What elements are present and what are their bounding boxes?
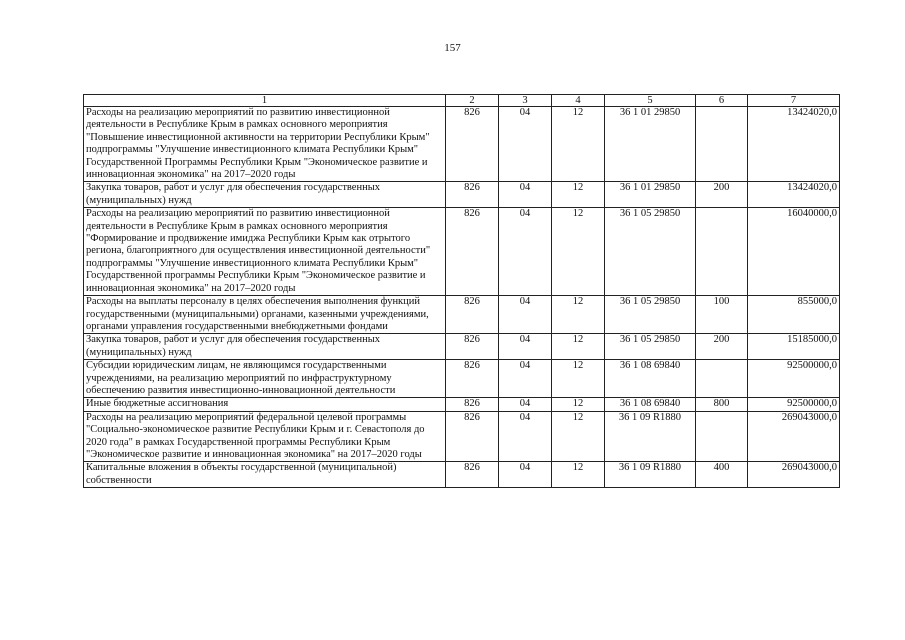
row-amount: 16040000,0 <box>748 208 840 296</box>
row-expense-type: 200 <box>696 182 748 208</box>
row-expense-type <box>696 360 748 398</box>
row-expense-type: 800 <box>696 398 748 411</box>
row-expense-type <box>696 107 748 182</box>
row-section-code: 04 <box>499 411 552 462</box>
table-row <box>84 360 840 398</box>
row-ministry-code: 826 <box>446 334 499 360</box>
row-subsection-code: 12 <box>552 360 605 398</box>
row-target-article: 36 1 08 69840 <box>605 398 696 411</box>
row-subsection-code: 12 <box>552 107 605 182</box>
row-ministry-code: 826 <box>446 107 499 182</box>
row-description: Закупка товаров, работ и услуг для обеспечения государственных (муниципальных) нужд <box>84 334 446 360</box>
header-col-4: 4 <box>552 95 605 107</box>
row-section-code: 04 <box>499 107 552 182</box>
row-section-code: 04 <box>499 398 552 411</box>
row-description: Иные бюджетные ассигнования <box>84 398 446 411</box>
table-row <box>84 462 840 488</box>
row-target-article: 36 1 09 R1880 <box>605 411 696 462</box>
table-row <box>84 107 840 182</box>
row-expense-type <box>696 208 748 296</box>
header-col-2: 2 <box>446 95 499 107</box>
row-section-code: 04 <box>499 334 552 360</box>
row-subsection-code: 12 <box>552 208 605 296</box>
row-ministry-code: 826 <box>446 462 499 488</box>
row-description: Расходы на реализацию мероприятий по развитию инвестиционной деятельности в Республике Крым в рамках основного мероприятия "Повышение инвестиционной активности на территории Республики Крым" подпрограммы "Улучшение инвестиционного климата Республики Крым" Государственной Программы Республики Крым "Экономическое развитие и инновационная экономика" на 2017–2020 годы <box>84 107 446 182</box>
row-ministry-code: 826 <box>446 398 499 411</box>
row-subsection-code: 12 <box>552 182 605 208</box>
row-amount: 269043000,0 <box>748 411 840 462</box>
page-number: 157 <box>444 42 461 54</box>
table-row <box>84 296 840 334</box>
row-description: Расходы на выплаты персоналу в целях обеспечения выполнения функций государственными (муниципальными) органами, казенными учреждениями, органами управления государственными внебюджетными фондами <box>84 296 446 334</box>
row-section-code: 04 <box>499 182 552 208</box>
row-description: Закупка товаров, работ и услуг для обеспечения государственных (муниципальных) нужд <box>84 182 446 208</box>
table-row <box>84 398 840 411</box>
row-target-article: 36 1 01 29850 <box>605 182 696 208</box>
row-subsection-code: 12 <box>552 462 605 488</box>
row-subsection-code: 12 <box>552 334 605 360</box>
table-row <box>84 182 840 208</box>
row-amount: 92500000,0 <box>748 398 840 411</box>
row-expense-type: 200 <box>696 334 748 360</box>
row-section-code: 04 <box>499 360 552 398</box>
row-subsection-code: 12 <box>552 296 605 334</box>
row-section-code: 04 <box>499 296 552 334</box>
row-ministry-code: 826 <box>446 411 499 462</box>
budget-table <box>83 94 840 488</box>
row-subsection-code: 12 <box>552 411 605 462</box>
row-amount: 855000,0 <box>748 296 840 334</box>
row-target-article: 36 1 09 R1880 <box>605 462 696 488</box>
row-description: Субсидии юридическим лицам, не являющимся государственными учреждениями, на реализацию мероприятий по инфраструктурному обеспечению развития инвестиционно-инновационной деятельности <box>84 360 446 398</box>
row-description: Расходы на реализацию мероприятий по развитию инвестиционной деятельности в Республике Крым в рамках основного мероприятия "Формирование и продвижение имиджа Республики Крым как отрытого региона, благоприятного для осуществления инвестиционной деятельности" подпрограммы "Улучшение инвестиционного климата Республики Крым" Государственной программы Республики Крым "Экономическое развитие и инновационная экономика" на 2017–2020 годы <box>84 208 446 296</box>
row-amount: 269043000,0 <box>748 462 840 488</box>
row-target-article: 36 1 01 29850 <box>605 107 696 182</box>
table-row <box>84 208 840 296</box>
row-subsection-code: 12 <box>552 398 605 411</box>
header-col-3: 3 <box>499 95 552 107</box>
row-expense-type: 400 <box>696 462 748 488</box>
row-description: Капитальные вложения в объекты государственной (муниципальной) собственности <box>84 462 446 488</box>
row-target-article: 36 1 08 69840 <box>605 360 696 398</box>
row-target-article: 36 1 05 29850 <box>605 296 696 334</box>
header-col-7: 7 <box>748 95 840 107</box>
row-ministry-code: 826 <box>446 296 499 334</box>
header-col-1: 1 <box>84 95 446 107</box>
row-ministry-code: 826 <box>446 208 499 296</box>
table-header-row <box>84 95 840 107</box>
row-amount: 13424020,0 <box>748 182 840 208</box>
row-expense-type: 100 <box>696 296 748 334</box>
row-section-code: 04 <box>499 462 552 488</box>
row-description: Расходы на реализацию мероприятий федеральной целевой программы "Социально-экономическое развитие Республики Крым и г. Севастополя до 2020 года" в рамках Государственной программы Республики Крым "Экономическое развитие и инновационная экономика" на 2017–2020 годы <box>84 411 446 462</box>
row-target-article: 36 1 05 29850 <box>605 334 696 360</box>
row-ministry-code: 826 <box>446 360 499 398</box>
row-target-article: 36 1 05 29850 <box>605 208 696 296</box>
row-amount: 13424020,0 <box>748 107 840 182</box>
header-col-5: 5 <box>605 95 696 107</box>
row-ministry-code: 826 <box>446 182 499 208</box>
row-amount: 92500000,0 <box>748 360 840 398</box>
header-col-6: 6 <box>696 95 748 107</box>
table-row <box>84 411 840 462</box>
row-section-code: 04 <box>499 208 552 296</box>
table-row <box>84 334 840 360</box>
row-expense-type <box>696 411 748 462</box>
row-amount: 15185000,0 <box>748 334 840 360</box>
